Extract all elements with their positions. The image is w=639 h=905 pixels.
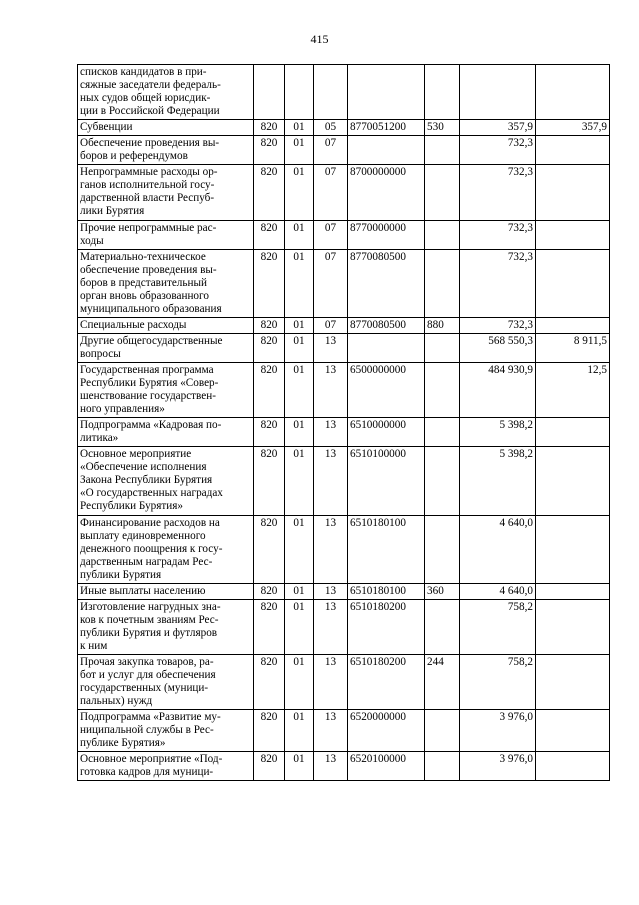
cell-name bbox=[78, 249, 254, 317]
cell-subsection: 13 bbox=[314, 362, 348, 417]
table-row bbox=[78, 752, 610, 781]
cell-target-article: 8770000000 bbox=[348, 220, 425, 249]
cell-name-line: Обеспечение проведения вы- bbox=[80, 137, 220, 150]
cell-name-line: ходы bbox=[80, 234, 104, 247]
cell-section: 01 bbox=[285, 710, 314, 752]
cell-name-line: бот и услуг для обеспечения bbox=[80, 669, 216, 682]
cell-name-line: «Обеспечение исполнения bbox=[80, 461, 207, 474]
table-row bbox=[78, 418, 610, 447]
cell-amount-total: 3 976,0 bbox=[460, 752, 536, 781]
cell-name-line: ных судов общей юрисдик- bbox=[80, 92, 211, 105]
cell-name-line: орган вновь образованного bbox=[80, 289, 209, 302]
cell-expense-type: 360 bbox=[425, 583, 460, 599]
cell-grbs: 820 bbox=[254, 165, 285, 220]
cell-subsection: 13 bbox=[314, 599, 348, 654]
cell-expense-type bbox=[425, 515, 460, 583]
cell-amount-total: 4 640,0 bbox=[460, 583, 536, 599]
cell-name bbox=[78, 165, 254, 220]
cell-name bbox=[78, 333, 254, 362]
cell-name-line: сяжные заседатели федераль- bbox=[80, 79, 221, 92]
cell-subsection: 13 bbox=[314, 447, 348, 515]
cell-subsection: 13 bbox=[314, 418, 348, 447]
cell-target-article bbox=[348, 333, 425, 362]
cell-name-line: Изготовление нагрудных зна- bbox=[80, 600, 221, 613]
cell-subsection: 13 bbox=[314, 333, 348, 362]
cell-name-line: Основное мероприятие «Под- bbox=[80, 753, 223, 766]
cell-name bbox=[78, 136, 254, 165]
cell-amount-subvention bbox=[536, 599, 610, 654]
cell-amount-total: 568 550,3 bbox=[460, 333, 536, 362]
cell-name bbox=[78, 65, 254, 120]
cell-name-line: Подпрограмма «Развитие му- bbox=[80, 711, 221, 724]
cell-subsection: 07 bbox=[314, 220, 348, 249]
cell-expense-type bbox=[425, 249, 460, 317]
cell-amount-subvention bbox=[536, 220, 610, 249]
cell-expense-type bbox=[425, 362, 460, 417]
cell-name-line: дарственной власти Респуб- bbox=[80, 192, 215, 205]
cell-name-line: литика» bbox=[80, 432, 119, 445]
cell-name bbox=[78, 599, 254, 654]
cell-name-line: ков к почетным званиям Рес- bbox=[80, 613, 219, 626]
cell-name bbox=[78, 362, 254, 417]
cell-grbs: 820 bbox=[254, 447, 285, 515]
cell-grbs: 820 bbox=[254, 710, 285, 752]
cell-expense-type bbox=[425, 418, 460, 447]
cell-target-article: 8770080500 bbox=[348, 317, 425, 333]
cell-amount-subvention bbox=[536, 710, 610, 752]
cell-name-line: вопросы bbox=[80, 347, 121, 360]
table-row bbox=[78, 583, 610, 599]
cell-amount-total: 758,2 bbox=[460, 654, 536, 709]
cell-name-line: обеспечение проведения вы- bbox=[80, 263, 217, 276]
cell-amount-subvention: 8 911,5 bbox=[536, 333, 610, 362]
table-row bbox=[78, 165, 610, 220]
cell-name bbox=[78, 120, 254, 136]
cell-name-line: муниципального образования bbox=[80, 302, 222, 315]
cell-expense-type bbox=[425, 710, 460, 752]
cell-target-article: 6510180200 bbox=[348, 654, 425, 709]
cell-name-line: Финансирование расходов на bbox=[80, 516, 220, 529]
cell-expense-type bbox=[425, 165, 460, 220]
cell-amount-subvention bbox=[536, 752, 610, 781]
cell-amount-subvention bbox=[536, 136, 610, 165]
cell-amount-subvention bbox=[536, 249, 610, 317]
cell-grbs: 820 bbox=[254, 220, 285, 249]
cell-name-line: выплату единовременного bbox=[80, 529, 206, 542]
cell-name-line: Прочая закупка товаров, ра- bbox=[80, 655, 214, 668]
cell-name bbox=[78, 447, 254, 515]
cell-amount-total: 4 640,0 bbox=[460, 515, 536, 583]
cell-name-line: шенствование государствен- bbox=[80, 390, 216, 403]
cell-section: 01 bbox=[285, 418, 314, 447]
cell-amount-subvention bbox=[536, 515, 610, 583]
cell-name bbox=[78, 583, 254, 599]
cell-grbs: 820 bbox=[254, 136, 285, 165]
cell-grbs: 820 bbox=[254, 362, 285, 417]
cell-section bbox=[285, 65, 314, 120]
cell-amount-total: 5 398,2 bbox=[460, 418, 536, 447]
cell-name-line: «О государственных наградах bbox=[80, 487, 223, 500]
cell-name-line: ции в Российской Федерации bbox=[80, 105, 220, 118]
cell-expense-type bbox=[425, 333, 460, 362]
cell-target-article: 8700000000 bbox=[348, 165, 425, 220]
cell-section: 01 bbox=[285, 654, 314, 709]
cell-name-line: публики Бурятия bbox=[80, 568, 162, 581]
cell-amount-total: 732,3 bbox=[460, 249, 536, 317]
cell-subsection: 07 bbox=[314, 165, 348, 220]
cell-target-article bbox=[348, 136, 425, 165]
cell-section: 01 bbox=[285, 136, 314, 165]
cell-name bbox=[78, 418, 254, 447]
cell-grbs: 820 bbox=[254, 249, 285, 317]
cell-name bbox=[78, 317, 254, 333]
table-row bbox=[78, 65, 610, 120]
cell-expense-type bbox=[425, 447, 460, 515]
cell-amount-subvention bbox=[536, 583, 610, 599]
table-row bbox=[78, 120, 610, 136]
cell-amount-total: 732,3 bbox=[460, 317, 536, 333]
cell-name-line: Прочие непрограммные рас- bbox=[80, 221, 217, 234]
cell-name-line: пальных) нужд bbox=[80, 695, 153, 708]
cell-subsection: 07 bbox=[314, 249, 348, 317]
table-row bbox=[78, 333, 610, 362]
cell-subsection: 13 bbox=[314, 654, 348, 709]
cell-name-line: ганов исполнительной госу- bbox=[80, 179, 215, 192]
cell-subsection bbox=[314, 65, 348, 120]
cell-target-article: 6510180100 bbox=[348, 583, 425, 599]
table-row bbox=[78, 362, 610, 417]
cell-section: 01 bbox=[285, 599, 314, 654]
table-row bbox=[78, 220, 610, 249]
cell-section: 01 bbox=[285, 317, 314, 333]
cell-name-line: денежного поощрения к госу- bbox=[80, 542, 223, 555]
cell-section: 01 bbox=[285, 362, 314, 417]
cell-target-article bbox=[348, 65, 425, 120]
cell-expense-type: 880 bbox=[425, 317, 460, 333]
cell-name-line: к ним bbox=[80, 639, 108, 652]
table-row bbox=[78, 710, 610, 752]
cell-name-line: дарственным наградам Рес- bbox=[80, 555, 213, 568]
cell-name-line: государственных (муници- bbox=[80, 682, 209, 695]
cell-name-line: Материально-техническое bbox=[80, 250, 206, 263]
cell-section: 01 bbox=[285, 120, 314, 136]
cell-amount-subvention bbox=[536, 654, 610, 709]
cell-section: 01 bbox=[285, 752, 314, 781]
cell-target-article: 8770080500 bbox=[348, 249, 425, 317]
cell-amount-total: 3 976,0 bbox=[460, 710, 536, 752]
cell-name-line: Иные выплаты населению bbox=[80, 584, 206, 597]
cell-expense-type bbox=[425, 136, 460, 165]
cell-name-line: Республики Бурятия» bbox=[80, 500, 184, 513]
cell-name-line: Закона Республики Бурятия bbox=[80, 474, 213, 487]
cell-name-line: ного управления» bbox=[80, 403, 165, 416]
cell-amount-subvention bbox=[536, 317, 610, 333]
cell-grbs: 820 bbox=[254, 752, 285, 781]
cell-section: 01 bbox=[285, 165, 314, 220]
budget-table bbox=[77, 64, 610, 781]
cell-target-article: 6520100000 bbox=[348, 752, 425, 781]
cell-name-line: лики Бурятия bbox=[80, 205, 145, 218]
cell-expense-type: 244 bbox=[425, 654, 460, 709]
cell-grbs: 820 bbox=[254, 654, 285, 709]
cell-name bbox=[78, 752, 254, 781]
cell-name-line: Специальные расходы bbox=[80, 318, 187, 331]
table-row bbox=[78, 599, 610, 654]
cell-expense-type bbox=[425, 65, 460, 120]
cell-name-line: Непрограммные расходы ор- bbox=[80, 166, 218, 179]
cell-name-line: боров в представительный bbox=[80, 276, 207, 289]
cell-amount-total: 758,2 bbox=[460, 599, 536, 654]
table-row bbox=[78, 654, 610, 709]
cell-expense-type bbox=[425, 599, 460, 654]
cell-section: 01 bbox=[285, 515, 314, 583]
cell-target-article: 6510000000 bbox=[348, 418, 425, 447]
table-row bbox=[78, 136, 610, 165]
cell-grbs: 820 bbox=[254, 317, 285, 333]
cell-subsection: 07 bbox=[314, 136, 348, 165]
cell-amount-total: 732,3 bbox=[460, 165, 536, 220]
cell-expense-type bbox=[425, 220, 460, 249]
cell-amount-total: 5 398,2 bbox=[460, 447, 536, 515]
cell-section: 01 bbox=[285, 333, 314, 362]
table-row bbox=[78, 515, 610, 583]
cell-name-line: готовка кадров для муници- bbox=[80, 766, 214, 779]
cell-amount-total bbox=[460, 65, 536, 120]
cell-section: 01 bbox=[285, 249, 314, 317]
cell-grbs: 820 bbox=[254, 583, 285, 599]
cell-subsection: 13 bbox=[314, 752, 348, 781]
cell-amount-subvention bbox=[536, 418, 610, 447]
cell-amount-subvention bbox=[536, 65, 610, 120]
cell-expense-type: 530 bbox=[425, 120, 460, 136]
table-row bbox=[78, 447, 610, 515]
cell-subsection: 13 bbox=[314, 515, 348, 583]
cell-amount-subvention: 357,9 bbox=[536, 120, 610, 136]
cell-target-article: 6510180200 bbox=[348, 599, 425, 654]
cell-name-line: боров и референдумов bbox=[80, 150, 188, 163]
cell-subsection: 07 bbox=[314, 317, 348, 333]
cell-name-line: Основное мероприятие bbox=[80, 448, 192, 461]
cell-section: 01 bbox=[285, 583, 314, 599]
cell-grbs bbox=[254, 65, 285, 120]
cell-name bbox=[78, 710, 254, 752]
cell-name-line: Республики Бурятия «Совер- bbox=[80, 377, 219, 390]
cell-amount-total: 732,3 bbox=[460, 220, 536, 249]
cell-grbs: 820 bbox=[254, 418, 285, 447]
cell-grbs: 820 bbox=[254, 599, 285, 654]
cell-grbs: 820 bbox=[254, 120, 285, 136]
cell-name-line: публики Бурятия и футляров bbox=[80, 626, 218, 639]
cell-amount-total: 357,9 bbox=[460, 120, 536, 136]
cell-name-line: ниципальной службы в Рес- bbox=[80, 724, 214, 737]
cell-amount-total: 732,3 bbox=[460, 136, 536, 165]
cell-subsection: 13 bbox=[314, 583, 348, 599]
cell-name bbox=[78, 220, 254, 249]
cell-section: 01 bbox=[285, 447, 314, 515]
cell-subsection: 05 bbox=[314, 120, 348, 136]
cell-expense-type bbox=[425, 752, 460, 781]
cell-amount-total: 484 930,9 bbox=[460, 362, 536, 417]
cell-grbs: 820 bbox=[254, 515, 285, 583]
table-row bbox=[78, 317, 610, 333]
cell-name bbox=[78, 515, 254, 583]
cell-amount-subvention bbox=[536, 447, 610, 515]
cell-target-article: 6520000000 bbox=[348, 710, 425, 752]
cell-name-line: списков кандидатов в при- bbox=[80, 66, 207, 78]
cell-name-line: Государственная программа bbox=[80, 363, 214, 376]
cell-subsection: 13 bbox=[314, 710, 348, 752]
cell-target-article: 6510100000 bbox=[348, 447, 425, 515]
cell-amount-subvention: 12,5 bbox=[536, 362, 610, 417]
cell-grbs: 820 bbox=[254, 333, 285, 362]
cell-name-line: публике Бурятия» bbox=[80, 737, 166, 750]
cell-name-line: Субвенции bbox=[80, 121, 133, 134]
cell-section: 01 bbox=[285, 220, 314, 249]
page-number: 415 bbox=[310, 32, 329, 46]
cell-amount-subvention bbox=[536, 165, 610, 220]
cell-target-article: 6510180100 bbox=[348, 515, 425, 583]
cell-target-article: 8770051200 bbox=[348, 120, 425, 136]
table-row bbox=[78, 249, 610, 317]
cell-target-article: 6500000000 bbox=[348, 362, 425, 417]
cell-name-line: Подпрограмма «Кадровая по- bbox=[80, 419, 222, 432]
cell-name-line: Другие общегосударственные bbox=[80, 334, 223, 347]
cell-name bbox=[78, 654, 254, 709]
